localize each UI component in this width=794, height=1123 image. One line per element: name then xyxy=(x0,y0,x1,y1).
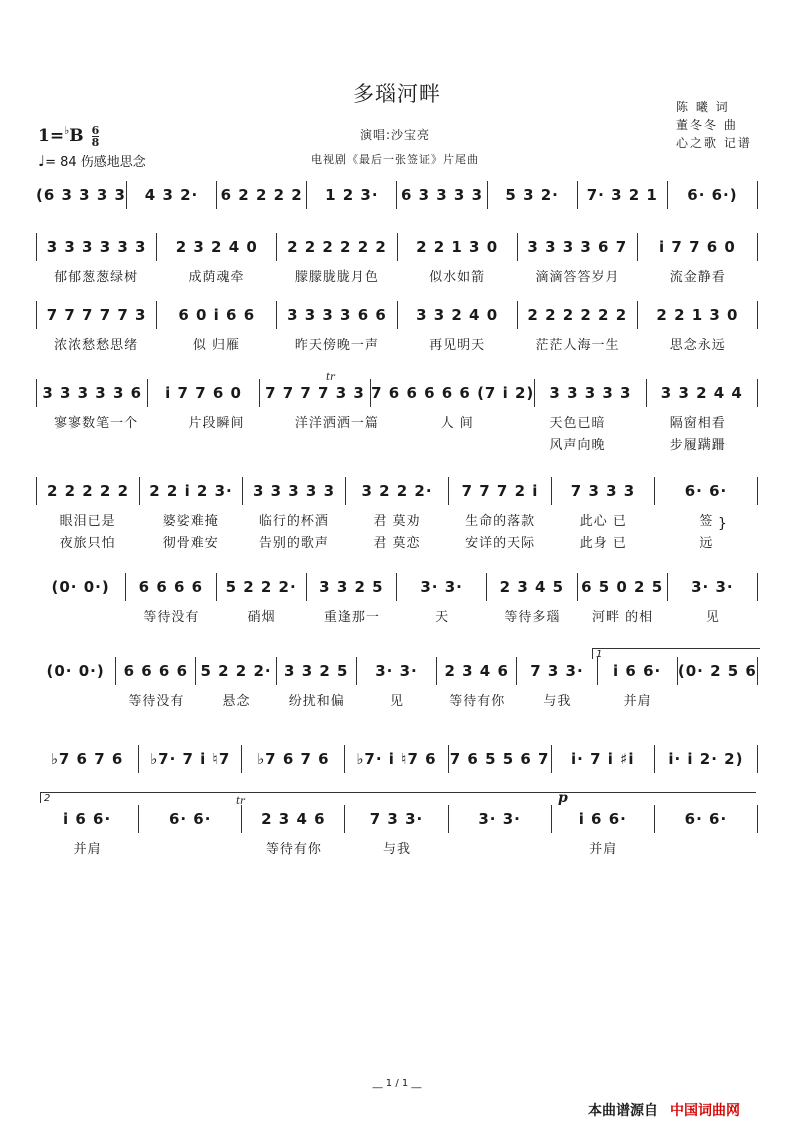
measure: 6· 6· xyxy=(168,810,212,828)
lyric-text: 人 间 xyxy=(440,416,474,431)
measure: i 6 6· xyxy=(578,810,627,828)
measure: 6 6 6 6 xyxy=(138,578,204,596)
tempo-value: = 84 xyxy=(45,155,77,170)
key-letter: B xyxy=(69,126,84,146)
measure: 7 3 3· xyxy=(530,662,584,680)
lyric-text: 天 xyxy=(435,610,450,625)
lyric-text: 似水如箭 xyxy=(429,270,486,285)
lyric-text xyxy=(277,434,397,453)
lyric-text xyxy=(36,434,156,453)
measure: 2 2 1 3 0 xyxy=(416,238,499,256)
lyric-text: 朦朦胧胧月色 xyxy=(294,270,379,285)
lyric-text: 君 莫恋 xyxy=(373,536,421,551)
measure: i· i 2· 2) xyxy=(668,750,744,768)
barline xyxy=(757,477,758,505)
lyric-line xyxy=(36,690,758,709)
measure: (0· 0·) xyxy=(51,578,110,596)
measure: ♭7· 7 i ♮7 xyxy=(150,750,231,768)
source-label: 本曲谱源自 xyxy=(588,1103,658,1119)
lyric-text: 成荫魂牵 xyxy=(188,270,245,285)
lyricist-credit: 陈 曦 词 xyxy=(676,100,730,114)
measure: 3 3 3 3 6 6 xyxy=(287,306,387,324)
lyric-text: 等待没有 xyxy=(128,694,185,709)
lyric-line xyxy=(36,532,758,551)
measure: 2 3 4 6 xyxy=(444,662,509,680)
measure: 3 2 2 2· xyxy=(361,482,433,500)
lyric-text: 洋洋洒洒一篇 xyxy=(294,416,379,431)
notes-line xyxy=(36,300,758,330)
lyric-text: 并肩 xyxy=(589,842,618,857)
measure: 6 6 6 6 xyxy=(123,662,189,680)
dynamic-piano: p xyxy=(558,790,568,806)
measure: 2 2 2 2 2 2 xyxy=(527,306,628,324)
measure: 3 3 2 4 4 xyxy=(660,384,743,402)
time-top: 6 xyxy=(91,124,100,137)
measure: 6· 6· xyxy=(684,810,728,828)
lyric-text: 见 xyxy=(705,610,720,625)
measure: 2 2 2 2 2 2 xyxy=(287,238,387,256)
lyric-text: 重逢那一 xyxy=(323,610,380,625)
lyric-text: 等待有你 xyxy=(449,694,506,709)
lyric-text: 昨天傍晚一声 xyxy=(294,338,379,353)
lyric-text: 并肩 xyxy=(623,694,652,709)
barline xyxy=(757,573,758,601)
barline xyxy=(757,301,758,329)
lyric-text xyxy=(36,606,126,625)
verse-brace: } xyxy=(718,516,727,532)
measure: i 6 6· xyxy=(613,662,662,680)
lyric-text: 等待有你 xyxy=(265,842,322,857)
notes-line xyxy=(36,180,758,210)
lyric-text: 似 归雁 xyxy=(192,338,241,353)
measure: 2 2 1 3 0 xyxy=(656,306,739,324)
lyric-text: 再见明天 xyxy=(429,338,486,353)
lyric-text: 临行的杯酒 xyxy=(258,514,329,529)
measure: 2 3 2 4 0 xyxy=(175,238,258,256)
measure: 7 7 7 2 i xyxy=(461,482,539,500)
lyric-text: 天色已暗 xyxy=(549,416,606,431)
lyric-text xyxy=(678,690,758,709)
lyric-text: 并肩 xyxy=(73,842,102,857)
measure: 3· 3· xyxy=(478,810,521,828)
trill-marking: tr xyxy=(236,796,245,807)
lyric-text: 寥寥数笔一个 xyxy=(54,416,139,431)
composer-credit: 董冬冬 曲 xyxy=(676,118,738,132)
lyric-text: 见 xyxy=(389,694,404,709)
measure: 3 3 2 5 xyxy=(284,662,349,680)
lyric-text: 流金静看 xyxy=(669,270,726,285)
lyric-text: 夜旅只怕 xyxy=(59,536,116,551)
barline xyxy=(757,657,758,685)
measure: 3 3 3 3 3 xyxy=(252,482,336,500)
measure: 3· 3· xyxy=(691,578,734,596)
time-bottom: 8 xyxy=(91,136,100,149)
lyric-line xyxy=(36,606,758,625)
measure: 2 3 4 5 xyxy=(499,578,565,596)
measure: i 7 7 6 0 xyxy=(165,384,242,402)
measure: i· 7 i ♯i xyxy=(571,750,635,768)
notes-line xyxy=(36,744,758,774)
singer-credit: 演唱:沙宝亮 xyxy=(359,128,431,142)
volta-number: 2 xyxy=(44,793,51,804)
measure: 3 3 3 3 6 7 xyxy=(527,238,628,256)
key-prefix: 1= xyxy=(38,126,65,146)
lyric-text: 滴滴答答岁月 xyxy=(535,270,620,285)
lyric-text: 思念永远 xyxy=(669,338,726,353)
lyric-line xyxy=(36,510,758,529)
lyric-text: 签 xyxy=(699,514,714,529)
measure: 6· 6· xyxy=(684,482,728,500)
barline xyxy=(757,745,758,773)
barline xyxy=(757,233,758,261)
lyric-text: 硝烟 xyxy=(247,610,276,625)
lyric-text: 君 莫劝 xyxy=(373,514,421,529)
song-subtitle: 电视剧《最后一张签证》片尾曲 xyxy=(311,153,479,166)
measure: 7 6 6 6 6 6 (7 i 2) xyxy=(371,384,535,402)
measure: 3· 3· xyxy=(420,578,463,596)
lyric-text: 河畔 的相 xyxy=(592,610,654,625)
measure: 6 5 0 2 5 xyxy=(581,578,664,596)
barline xyxy=(757,805,758,833)
lyric-text xyxy=(397,434,517,453)
lyric-text: 告别的歌声 xyxy=(258,536,329,551)
measure: 3 3 3 3 3 6 xyxy=(42,384,143,402)
measure: 3 3 3 3 3 xyxy=(549,384,632,402)
measure: ♭7· i ♮7 6 xyxy=(356,750,437,768)
lyric-text: 眼泪已是 xyxy=(59,514,116,529)
measure: 7· 3 2 1 xyxy=(586,186,658,204)
barline xyxy=(757,181,758,209)
measure: 2 3 4 6 xyxy=(261,810,326,828)
source-site-link[interactable]: 中国词曲网 xyxy=(670,1103,740,1119)
lyric-text: 等待多瑙 xyxy=(504,610,561,625)
measure: 3 3 3 3 3 3 xyxy=(46,238,147,256)
measure: 2 2 2 2 2 xyxy=(46,482,130,500)
measure: 7 3 3· xyxy=(369,810,424,828)
measure: 3· 3· xyxy=(375,662,418,680)
measure: ♭7 6 7 6 xyxy=(50,750,124,768)
transcriber-credit: 心之歌 记谱 xyxy=(676,136,752,150)
lyric-text: 风声向晚 xyxy=(549,438,606,453)
measure: (0· 0·) xyxy=(46,662,105,680)
measure: 2 2 i 2 3· xyxy=(149,482,233,500)
lyric-text: 隔窗相看 xyxy=(669,416,726,431)
credits-block xyxy=(676,98,752,152)
measure: 1 2 3· xyxy=(325,186,379,204)
notes-line xyxy=(36,656,758,686)
notes-line xyxy=(36,476,758,506)
measure: 4 3 2· xyxy=(144,186,199,204)
time-signature xyxy=(92,125,100,148)
measure: 5 2 2 2· xyxy=(200,662,272,680)
measure: 5 2 2 2· xyxy=(225,578,297,596)
tempo-marking xyxy=(38,151,146,170)
lyric-text: 浓浓愁愁思绪 xyxy=(54,338,139,353)
song-title: 多瑙河畔 xyxy=(353,82,441,106)
measure: 6 2 2 2 2 xyxy=(220,186,303,204)
lyric-text: 与我 xyxy=(543,694,572,709)
notes-line xyxy=(36,232,758,262)
lyric-text xyxy=(449,838,552,857)
measure: 6· 6·) xyxy=(687,186,738,204)
notes-line xyxy=(36,804,758,834)
measure: 6 3 3 3 3 xyxy=(400,186,484,204)
lyric-text: 与我 xyxy=(382,842,411,857)
volta-bracket-2 xyxy=(40,792,756,803)
measure: i 6 6· xyxy=(62,810,112,828)
barline xyxy=(757,379,758,407)
measure: (0· 2 5 6 xyxy=(677,662,757,680)
lyric-line xyxy=(36,334,758,353)
volta-number: 1 xyxy=(596,649,603,660)
source-attribution xyxy=(588,1100,740,1120)
measure: 7 7 7 7 3 3 xyxy=(265,384,365,402)
lyric-text: 此身 已 xyxy=(579,536,627,551)
notes-line xyxy=(36,572,758,602)
lyric-text: 郁郁葱葱绿树 xyxy=(54,270,139,285)
lyric-text xyxy=(36,690,116,709)
lyric-text: 远 xyxy=(699,536,714,551)
expression-text: 伤感地思念 xyxy=(80,155,146,170)
lyric-text: 安详的天际 xyxy=(465,536,536,551)
measure: ♭7 6 7 6 xyxy=(257,750,330,768)
lyric-text xyxy=(655,838,758,857)
lyric-line xyxy=(36,266,758,285)
lyric-text: 纷扰和偏 xyxy=(288,694,345,709)
lyric-line xyxy=(36,838,758,857)
lyric-text: 步履蹒跚 xyxy=(669,438,726,453)
measure: i 7 7 6 0 xyxy=(659,238,736,256)
measure: 3 3 2 5 xyxy=(319,578,384,596)
measure: (6 3 3 3 3 xyxy=(36,186,126,204)
measure: 6 0 i 6 6 xyxy=(178,306,256,324)
measure: 7 3 3 3 xyxy=(570,482,636,500)
lyric-text: 茫茫人海一生 xyxy=(535,338,620,353)
measure: 3 3 2 4 0 xyxy=(416,306,499,324)
lyric-text: 生命的落款 xyxy=(465,514,536,529)
page-number: __ 1 / 1 __ xyxy=(372,1078,422,1089)
key-flat: ♭ xyxy=(64,124,70,137)
lyric-line xyxy=(36,434,758,453)
measure: 7 6 5 5 6 7 xyxy=(449,750,550,768)
lyric-text: 此心 已 xyxy=(579,514,627,529)
lyric-text: 片段瞬间 xyxy=(188,416,245,431)
key-signature xyxy=(38,124,99,148)
lyric-text: 等待没有 xyxy=(143,610,200,625)
lyric-text: 婆娑难掩 xyxy=(162,514,219,529)
notes-line xyxy=(36,378,758,408)
lyric-text xyxy=(139,838,242,857)
measure: 7 7 7 7 7 3 xyxy=(46,306,147,324)
lyric-text: 悬念 xyxy=(222,694,251,709)
lyric-text xyxy=(156,434,276,453)
measure: 5 3 2· xyxy=(505,186,559,204)
quarter-note-icon: ♩ xyxy=(38,152,46,170)
lyric-line xyxy=(36,412,758,431)
lyric-text: 彻骨难安 xyxy=(162,536,219,551)
volta-bracket-1 xyxy=(592,648,760,659)
trill-marking: tr xyxy=(326,372,335,383)
